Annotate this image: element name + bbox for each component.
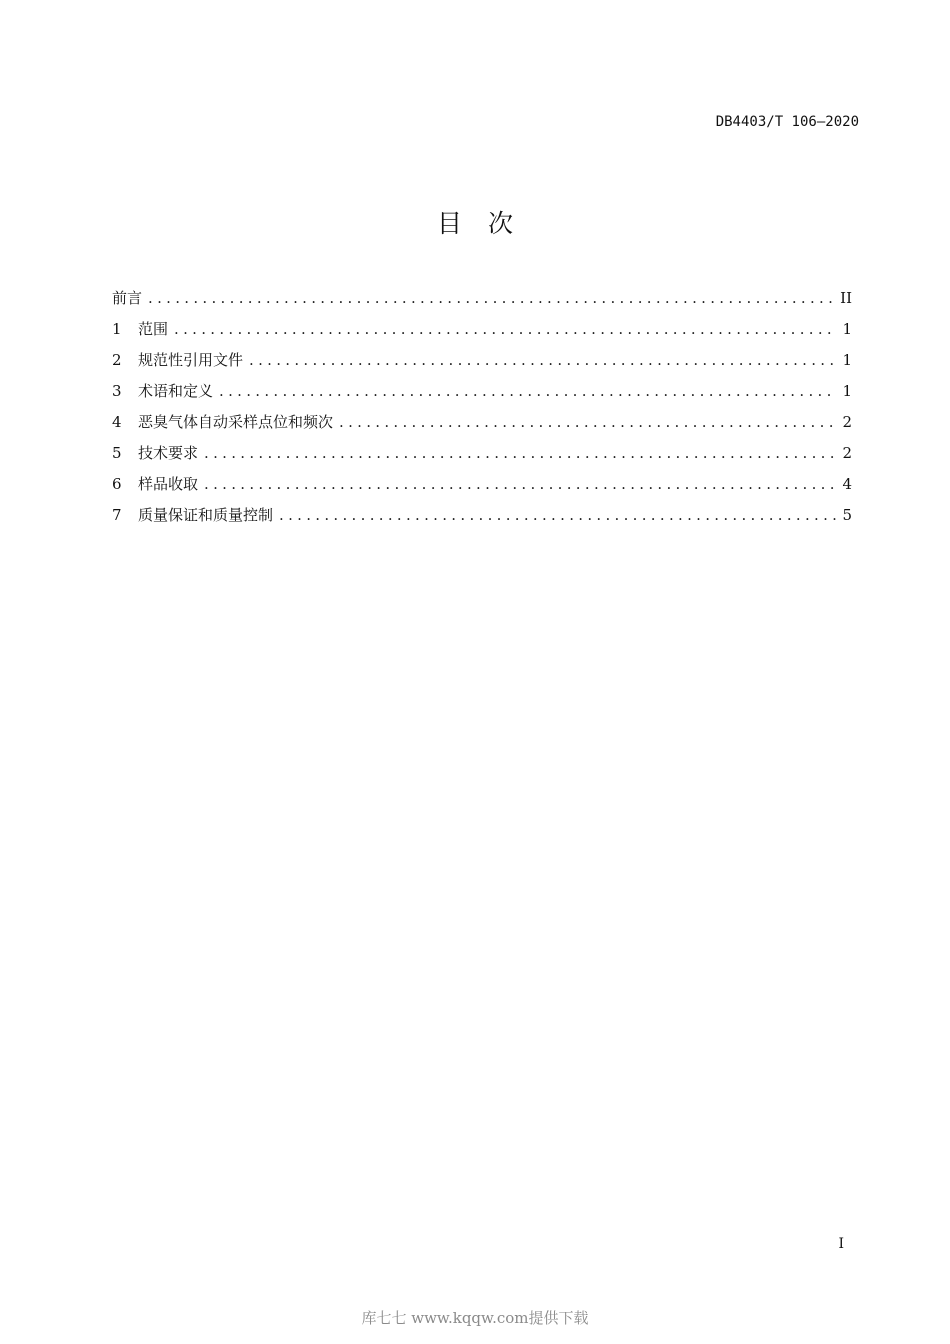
toc-entry-label: 技术要求 [138,444,199,462]
toc-entry-page: 2 [842,413,852,431]
toc-leader-dots [249,351,836,369]
toc-entry-page: 1 [842,382,852,400]
toc-entry-3[interactable] [112,380,852,411]
toc-entry-5[interactable] [112,442,852,473]
download-watermark: 库七七 www.kqqw.com提供下载 [361,1309,589,1327]
toc-leader-dots [219,382,836,400]
toc-entry-page: 2 [842,444,852,462]
toc-entry-4[interactable] [112,411,852,442]
toc-entry-page: 4 [842,475,852,493]
toc-entry-number: 6 [112,475,122,493]
toc-leader-dots [204,475,836,493]
toc-entry-number: 4 [112,413,122,431]
toc-entry-number: 2 [112,351,122,369]
toc-entry-foreword[interactable] [112,287,852,318]
toc-entry-number: 3 [112,382,122,400]
toc-entry-label: 样品收取 [138,475,199,493]
toc-entry-6[interactable] [112,473,852,504]
toc-entry-label: 前言 [112,289,143,307]
toc-entry-label: 范围 [138,320,169,338]
toc-entry-number: 5 [112,444,122,462]
toc-leader-dots [279,506,836,524]
toc-entry-page: 1 [842,351,852,369]
toc-entry-7[interactable] [112,504,852,535]
page-number: I [838,1236,844,1252]
toc-entry-1[interactable] [112,318,852,349]
toc-entry-page: 1 [842,320,852,338]
toc-entry-page: 5 [842,506,852,524]
toc-entry-2[interactable] [112,349,852,380]
document-code: DB4403/T 106—2020 [715,114,859,130]
toc-leader-dots [148,289,834,307]
toc-entry-label: 规范性引用文件 [138,351,244,369]
toc-title-char-2: 次 [488,209,514,238]
toc-entry-label: 术语和定义 [138,382,214,400]
toc-entry-number: 1 [112,320,122,338]
toc-leader-dots [204,444,836,462]
toc-title [0,204,950,240]
toc-leader-dots [339,413,836,431]
toc-entry-page: II [840,289,852,307]
toc-entry-label: 恶臭气体自动采样点位和频次 [138,413,334,431]
toc-title-char-1: 目 [436,209,462,238]
toc-leader-dots [174,320,836,338]
toc-entry-number: 7 [112,506,122,524]
toc-entry-label: 质量保证和质量控制 [138,506,274,524]
toc-list [112,287,852,535]
